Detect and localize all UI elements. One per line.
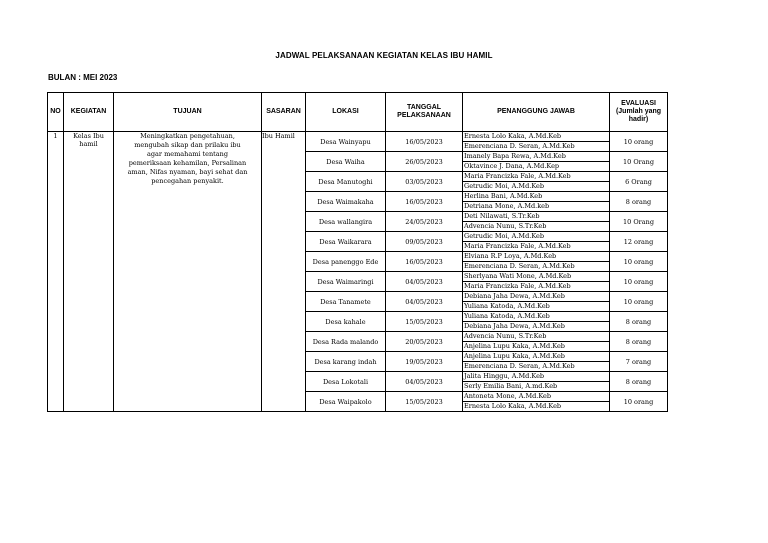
penanggung-jawab-cell	[463, 392, 610, 412]
table-row	[48, 132, 668, 152]
tanggal-cell: 15/05/2023	[386, 392, 463, 412]
penanggung-jawab-cell	[463, 372, 610, 392]
penanggung-jawab-2: Getrudic Moi, A.Md.Keb	[463, 181, 609, 191]
penanggung-jawab-2: Debiana Jaha Dewa, A.Md.Keb	[463, 321, 609, 331]
header-evaluasi-line1: EVALUASI	[621, 100, 656, 107]
tanggal-cell: 04/05/2023	[386, 272, 463, 292]
kegiatan-line2: hamil	[79, 140, 98, 148]
penanggung-jawab-cell	[463, 252, 610, 272]
penanggung-jawab-2: Emerenciana D. Seran, A.Md.Keb	[463, 261, 609, 271]
lokasi-cell: Desa kahale	[306, 312, 386, 332]
evaluasi-cell: 8 orang	[610, 312, 668, 332]
schedule-table	[47, 92, 668, 412]
penanggung-jawab-2: Yuliana Katoda, A.Md.Keb	[463, 301, 609, 311]
lokasi-cell: Desa Manutoghi	[306, 172, 386, 192]
penanggung-jawab-cell	[463, 152, 610, 172]
penanggung-jawab-1: Herlina Bani, A.Md.Keb	[464, 192, 543, 200]
penanggung-jawab-cell	[463, 212, 610, 232]
tanggal-cell: 03/05/2023	[386, 172, 463, 192]
evaluasi-cell: 10 orang	[610, 292, 668, 312]
tanggal-cell: 16/05/2023	[386, 132, 463, 152]
tanggal-cell: 19/05/2023	[386, 352, 463, 372]
evaluasi-cell: 7 orang	[610, 352, 668, 372]
document-title: JADWAL PELAKSANAAN KEGIATAN KELAS IBU HAMIL	[275, 51, 493, 60]
evaluasi-cell: 10 Orang	[610, 212, 668, 232]
month-label: BULAN : MEI 2023	[48, 73, 118, 82]
penanggung-jawab-1: Jalita Hinggu, A.Md.Keb	[464, 372, 545, 380]
lokasi-cell: Desa Rada malando	[306, 332, 386, 352]
penanggung-jawab-1: Deti Nilawati, S.Tr.Keb	[464, 212, 540, 220]
lokasi-cell: Desa panenggo Ede	[306, 252, 386, 272]
penanggung-jawab-2: Ernesta Lolo Kaka, A.Md.Keb	[463, 401, 609, 411]
penanggung-jawab-2: Detriana Mone, A.Md.keb	[463, 201, 609, 211]
tanggal-cell: 04/05/2023	[386, 372, 463, 392]
lokasi-cell: Desa Waimakaha	[306, 192, 386, 212]
lokasi-cell: Desa Waimaringi	[306, 272, 386, 292]
header-tanggal-line2: PELAKSANAAN	[397, 112, 451, 119]
row-number: 1	[48, 132, 64, 412]
evaluasi-cell: 8 orang	[610, 372, 668, 392]
tanggal-cell: 24/05/2023	[386, 212, 463, 232]
evaluasi-cell: 10 orang	[610, 272, 668, 292]
tanggal-cell: 16/05/2023	[386, 192, 463, 212]
tujuan-cell: Meningkatkan pengetahuan, mengubah sikap dan prilaku ibu agar memahami tentang pemeriksaan kehamilan, Persalinan aman, Nifas nyaman, bayi sehat dan pencegahan penyakit.	[114, 132, 262, 412]
header-lokasi: LOKASI	[306, 93, 386, 132]
penanggung-jawab-1: Sherlyana Wati Mone, A.Md.Keb	[464, 272, 572, 280]
penanggung-jawab-2: Maria Francizka Fale, A.Md.Keb	[463, 241, 609, 251]
penanggung-jawab-cell	[463, 352, 610, 372]
header-evaluasi-line3: hadir)	[628, 116, 649, 123]
sasaran-cell: Ibu Hamil	[262, 132, 306, 412]
header-sasaran: SASARAN	[262, 93, 306, 132]
penanggung-jawab-1: Elviana R.P Loya, A.Md.Keb	[464, 252, 557, 260]
penanggung-jawab-1: Advencia Nunu, S.Tr.Keb	[464, 332, 547, 340]
penanggung-jawab-1: Ernesta Lolo Kaka, A.Md.Keb	[464, 132, 562, 140]
header-penanggung-jawab: PENANGGUNG JAWAB	[463, 93, 610, 132]
lokasi-cell: Desa Waipakolo	[306, 392, 386, 412]
evaluasi-cell: 10 orang	[610, 392, 668, 412]
penanggung-jawab-1: Yuliana Katoda, A.Md.Keb	[464, 312, 550, 320]
penanggung-jawab-2: Maria Francizka Fale, A.Md.Keb	[463, 281, 609, 291]
penanggung-jawab-cell	[463, 132, 610, 152]
kegiatan-cell	[64, 132, 114, 412]
lokasi-cell: Desa Wainyapu	[306, 132, 386, 152]
penanggung-jawab-1: Imanely Bapa Rewa, A.Md.Keb	[464, 152, 566, 160]
evaluasi-cell: 12 orang	[610, 232, 668, 252]
tanggal-cell: 16/05/2023	[386, 252, 463, 272]
evaluasi-cell: 8 orang	[610, 192, 668, 212]
header-evaluasi	[610, 93, 668, 132]
penanggung-jawab-1: Maria Francizka Fale, A.Md.Keb	[464, 172, 571, 180]
penanggung-jawab-cell	[463, 332, 610, 352]
lokasi-cell: Desa Waikarara	[306, 232, 386, 252]
tanggal-cell: 15/05/2023	[386, 312, 463, 332]
tanggal-cell: 04/05/2023	[386, 292, 463, 312]
lokasi-cell: Desa Lokotali	[306, 372, 386, 392]
header-tanggal-line1: TANGGAL	[406, 104, 442, 111]
evaluasi-cell: 10 orang	[610, 252, 668, 272]
penanggung-jawab-1: Anjelina Lupu Kaka, A.Md.Keb	[464, 352, 565, 360]
evaluasi-cell: 10 Orang	[610, 152, 668, 172]
penanggung-jawab-1: Debiana Jaha Dewa, A.Md.Keb	[464, 292, 565, 300]
evaluasi-cell: 8 orang	[610, 332, 668, 352]
penanggung-jawab-2: Oktavince J. Dana, A.Md.Kep	[463, 161, 609, 171]
penanggung-jawab-2: Anjelina Lupu Kaka, A.Md.Keb	[463, 341, 609, 351]
evaluasi-cell: 10 orang	[610, 132, 668, 152]
penanggung-jawab-2: Serly Emilia Bani, A.md.Keb	[463, 381, 609, 391]
penanggung-jawab-cell	[463, 272, 610, 292]
tanggal-cell: 09/05/2023	[386, 232, 463, 252]
lokasi-cell: Desa Tanamete	[306, 292, 386, 312]
tanggal-cell: 26/05/2023	[386, 152, 463, 172]
header-kegiatan: KEGIATAN	[64, 93, 114, 132]
penanggung-jawab-2: Emerenciana D. Seran, A.Md.Keb	[463, 141, 609, 151]
penanggung-jawab-1: Getrudic Moi, A.Md.Keb	[464, 232, 545, 240]
penanggung-jawab-cell	[463, 192, 610, 212]
kegiatan-line1: Kelas Ibu	[73, 132, 104, 140]
header-tanggal	[386, 93, 463, 132]
penanggung-jawab-cell	[463, 292, 610, 312]
lokasi-cell: Desa Waiha	[306, 152, 386, 172]
header-evaluasi-line2: (Jumlah yang	[615, 108, 662, 115]
penanggung-jawab-2: Emerenciana D. Seran, A.Md.Keb	[463, 361, 609, 371]
header-row	[48, 93, 668, 132]
penanggung-jawab-cell	[463, 232, 610, 252]
header-tujuan: TUJUAN	[114, 93, 262, 132]
lokasi-cell: Desa karang indah	[306, 352, 386, 372]
penanggung-jawab-cell	[463, 312, 610, 332]
penanggung-jawab-1: Antoneta Mone, A.Md.Keb	[464, 392, 552, 400]
lokasi-cell: Desa wallangira	[306, 212, 386, 232]
penanggung-jawab-cell	[463, 172, 610, 192]
tanggal-cell: 20/05/2023	[386, 332, 463, 352]
header-no: NO	[48, 93, 64, 132]
evaluasi-cell: 6 Orang	[610, 172, 668, 192]
penanggung-jawab-2: Advencia Nunu, S.Tr.Keb	[463, 221, 609, 231]
